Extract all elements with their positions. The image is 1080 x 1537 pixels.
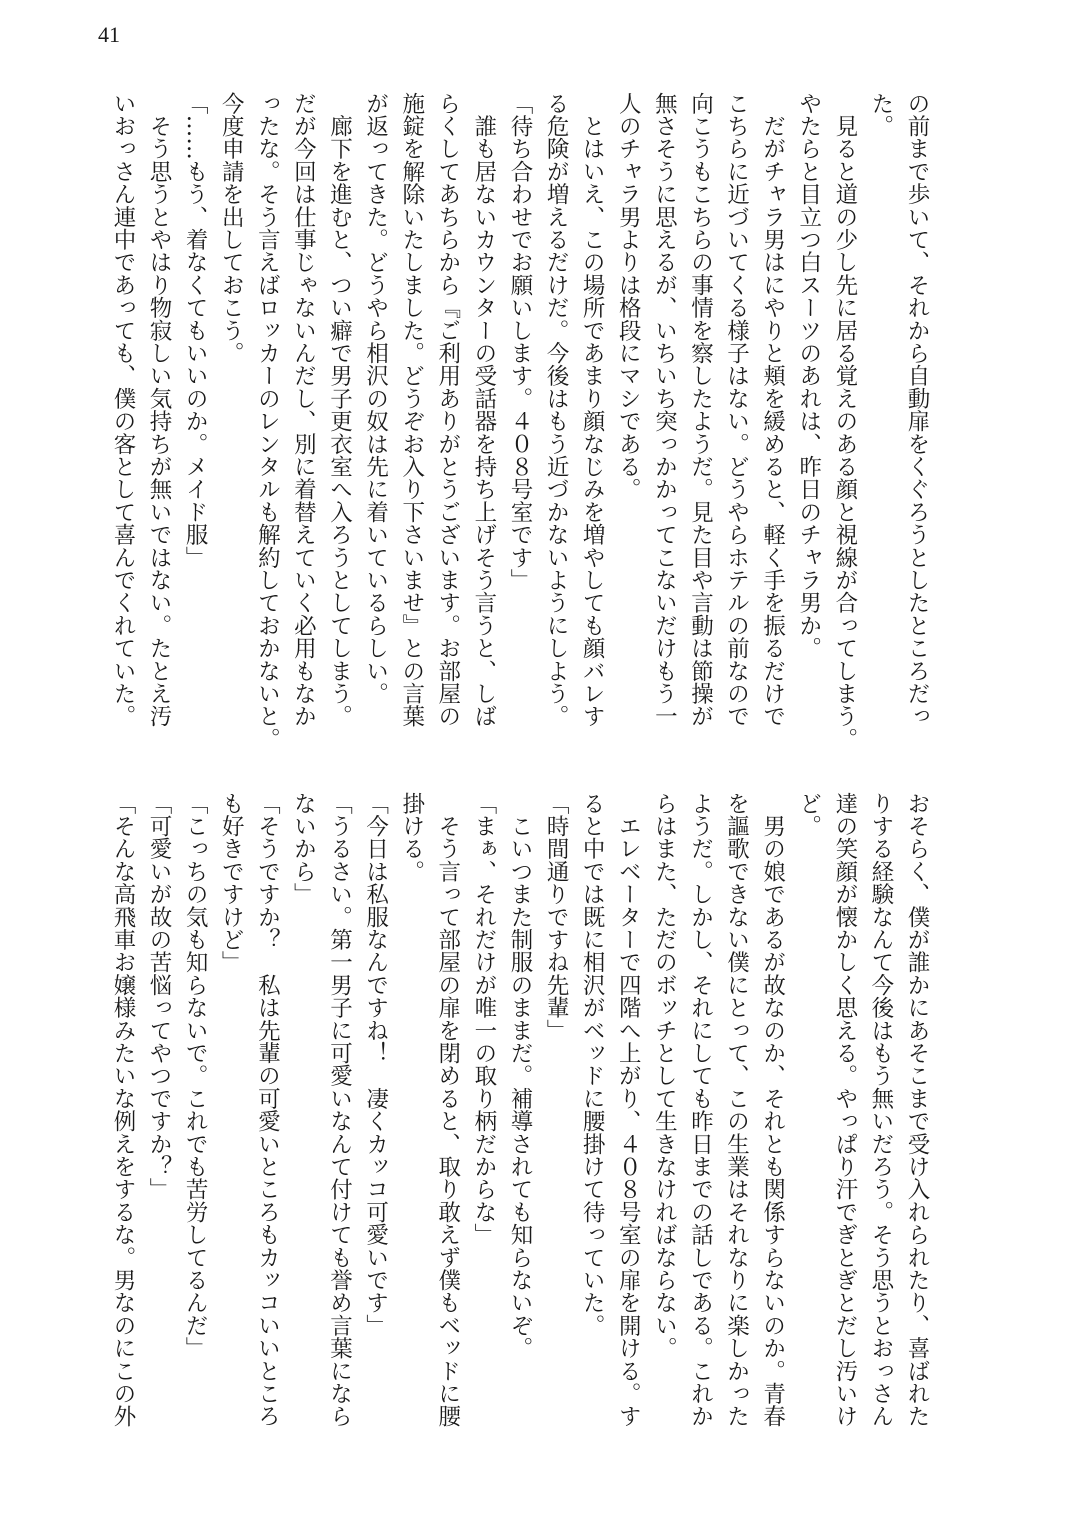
text-column: 廊下を進むと、つい癖で男子更衣室へ入ろうとしてしまう。: [326, 92, 353, 728]
text-column: 誰も居ないカウンターの受話器を持ち上げそう言うと、しば: [470, 92, 497, 728]
text-column: 今度申請を出しておこう。: [218, 92, 245, 365]
text-column: やたらと目立つ白スーツのあれは、昨日のチャラ男か。: [795, 92, 822, 660]
text-column: が返ってきた。どうやら相沢の奴は先に着いているらしい。: [362, 92, 389, 705]
text-column: そう思うとやはり物寂しい気持ちが無いではない。たとえ汚: [146, 92, 173, 728]
text-column: らはまた、ただのボッチとして生きなければならない。: [651, 792, 678, 1360]
page-number: 41: [98, 22, 120, 47]
text-column: を謳歌できない僕にとって、この生業はそれなりに楽しかった: [723, 792, 750, 1428]
text-column: ど。: [795, 792, 822, 838]
text-column: の前まで歩いて、それから自動扉をくぐろうとしたところだっ: [904, 92, 930, 728]
text-column: 「こっちの気も知らないで。これでも苦労してるんだ」: [182, 792, 209, 1360]
text-column: だが今回は仕事じゃないんだし、別に着替えていく必用もなか: [290, 92, 317, 728]
text-column: 「まぁ、それだけが唯一の取り柄だからな」: [470, 792, 497, 1246]
text-column: 「そんな高飛車お嬢様みたいな例えをするな。男なのにこの外: [109, 792, 136, 1428]
text-column: だがチャラ男はにやりと頬を緩めると、軽く手を振るだけで: [759, 92, 786, 728]
text-block-bottom: [105, 792, 935, 1442]
text-column: とはいえ、この場所であまり顔なじみを増やしても顔バレす: [579, 92, 606, 728]
text-column: 「うるさい。第一男子に可愛いなんて付けても誉め言葉になら: [326, 792, 353, 1428]
text-column: 「そうですか？ 私は先輩の可愛いところもカッコいいところ: [254, 792, 281, 1428]
text-column: 施錠を解除いたしました。どうぞお入り下さいませ』との言葉: [398, 92, 425, 728]
text-column: ようだ。しかし、それにしても昨日までの話しである。これか: [687, 792, 714, 1428]
text-column: いおっさん連中であっても、僕の客として喜んでくれていた。: [109, 92, 136, 728]
text-column: 「時間通りですね先輩」: [543, 792, 570, 1042]
text-column: こちらに近づいてくる様子はない。どうやらホテルの前なので: [723, 92, 750, 728]
text-column: そう言って部屋の扉を閉めると、取り敢えず僕もベッドに腰: [434, 792, 461, 1428]
text-column: りする経験なんて今後はもう無いだろう。そう思うとおっさん: [867, 792, 894, 1428]
text-column: 「今日は私服なんですね！ 凄くカッコ可愛いです」: [362, 792, 389, 1337]
text-column: る危険が増えるだけだ。今後はもう近づかないようにしよう。: [543, 92, 570, 728]
text-column: 向こうもこちらの事情を察したようだ。見た目や言動は節操が: [687, 92, 714, 728]
text-column: 男の娘であるが故なのか、それとも関係すらないのか。青春: [759, 792, 786, 1428]
text-column: 掛ける。: [398, 792, 425, 883]
text-column: 「……もう、着なくてもいいのか。メイド服」: [182, 92, 209, 569]
text-column: らくしてあちらから『ご利用ありがとうございます。お部屋の: [434, 92, 461, 728]
text-column: 達の笑顔が懐かしく思える。やっぱり汗でぎとぎとだし汚いけ: [831, 792, 858, 1428]
text-column: こいつまた制服のままだ。補導されても知らないぞ。: [506, 792, 533, 1360]
text-column: た。: [867, 92, 894, 138]
text-column: も好きですけど」: [218, 792, 245, 974]
text-column: ったな。そう言えばロッカーのレンタルも解約しておかないと。: [254, 92, 281, 751]
text-column: エレベーターで四階へ上がり、４０８号室の扉を開ける。す: [615, 792, 642, 1428]
text-column: ると中では既に相沢がベッドに腰掛けて待っていた。: [579, 792, 606, 1337]
text-column: 見ると道の少し先に居る覚えのある顔と視線が合ってしまう。: [831, 92, 858, 751]
text-column: 「可愛いが故の苦悩ってやつですか？」: [146, 792, 173, 1201]
text-column: 人のチャラ男よりは格段にマシである。: [615, 92, 642, 501]
text-block-top: [105, 92, 935, 751]
text-column: 「待ち合わせでお願いします。４０８号室です」: [506, 92, 533, 592]
text-column: おそらく、僕が誰かにあそこまで受け入れられたり、喜ばれた: [904, 792, 930, 1428]
text-column: 無さそうに思えるが、いちいち突っかかってこないだけもう一: [651, 92, 678, 728]
text-column: ないから」: [290, 792, 317, 906]
